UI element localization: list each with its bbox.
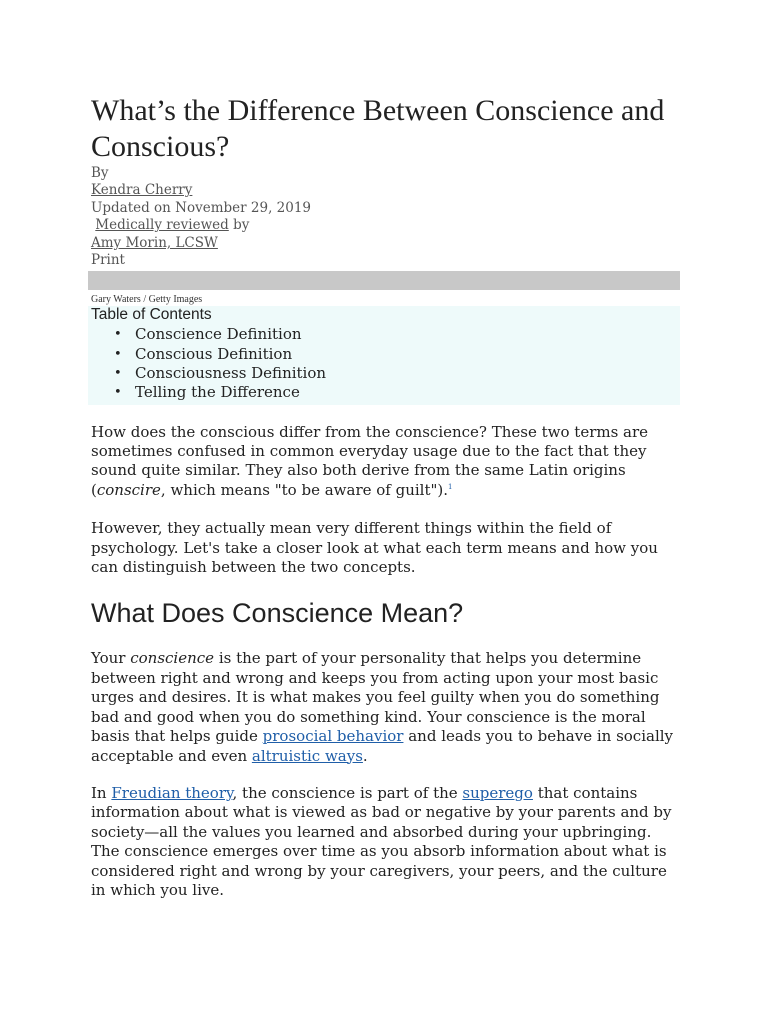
hero-image bbox=[88, 271, 680, 290]
toc-item[interactable]: • Conscience Definition bbox=[135, 325, 680, 344]
author-link[interactable]: Kendra Cherry bbox=[91, 182, 193, 199]
toc-title[interactable]: Table of Contents bbox=[91, 306, 212, 324]
article bbox=[91, 93, 680, 900]
intro-paragraph-1: How does the conscious differ from the conscience? These two terms are sometimes confused in common everyday usage due to the fact that they sound quite similar. They also both derive from the same Latin origins (conscire, which means "to be aware of guilt").$^1$ bbox=[91, 422, 649, 499]
toc-item[interactable]: • Conscious Definition bbox=[135, 345, 680, 364]
print-button[interactable]: Print bbox=[91, 252, 125, 269]
by-label: By bbox=[91, 165, 109, 181]
section-paragraph-2: In Freudian theory, the conscience is part of the superego that contains information about what is viewed as bad or negative by your parents and by society—all the values you learned and absorbed during your upbringing. The conscience emerges over time as you absorb information about what is considered right and wrong by your caregivers, your peers, and the culture in which you live. bbox=[91, 783, 672, 899]
toc-list bbox=[91, 325, 680, 402]
table-of-contents bbox=[88, 306, 680, 404]
reviewer-link[interactable]: Amy Morin, LCSW bbox=[91, 234, 218, 251]
superego-link[interactable]: superego bbox=[462, 783, 533, 802]
intro-paragraph-2: However, they actually mean very different things within the field of psychology. Let's take a closer look at what each term means and how you can distinguish between the two concepts. bbox=[91, 519, 658, 577]
conscience-term: conscience bbox=[130, 649, 215, 668]
section-heading: What Does Conscience Mean? bbox=[91, 598, 464, 629]
footnote-link[interactable]: 1 bbox=[448, 482, 453, 491]
freudian-theory-link[interactable]: Freudian theory bbox=[111, 783, 233, 802]
toc-item[interactable]: • Consciousness Definition bbox=[135, 364, 680, 383]
medically-reviewed-link[interactable]: Medically reviewed bbox=[95, 217, 229, 234]
byline bbox=[91, 165, 680, 269]
article-title: What’s the Difference Between Conscience and Conscious? bbox=[91, 94, 665, 163]
updated-date: Updated on November 29, 2019 bbox=[91, 199, 312, 216]
section-paragraph-1: Your conscience is the part of your personality that helps you determine between right and wrong and keeps you from acting upon your most basic urges and desires. It is what makes you feel guilty when you do something bad and good when you do something kind. Your conscience is the moral basis that helps guide prosocial behavior and leads you to behave in socially acceptable and even altruistic ways. bbox=[91, 649, 674, 765]
prosocial-behavior-link[interactable]: prosocial behavior bbox=[262, 727, 404, 746]
image-credit: Gary Waters / Getty Images bbox=[91, 294, 203, 306]
toc-item[interactable]: • Telling the Difference bbox=[135, 383, 680, 402]
latin-term: conscire bbox=[96, 480, 161, 499]
altruistic-ways-link[interactable]: altruistic ways bbox=[251, 746, 363, 765]
by-word: by bbox=[228, 217, 250, 234]
